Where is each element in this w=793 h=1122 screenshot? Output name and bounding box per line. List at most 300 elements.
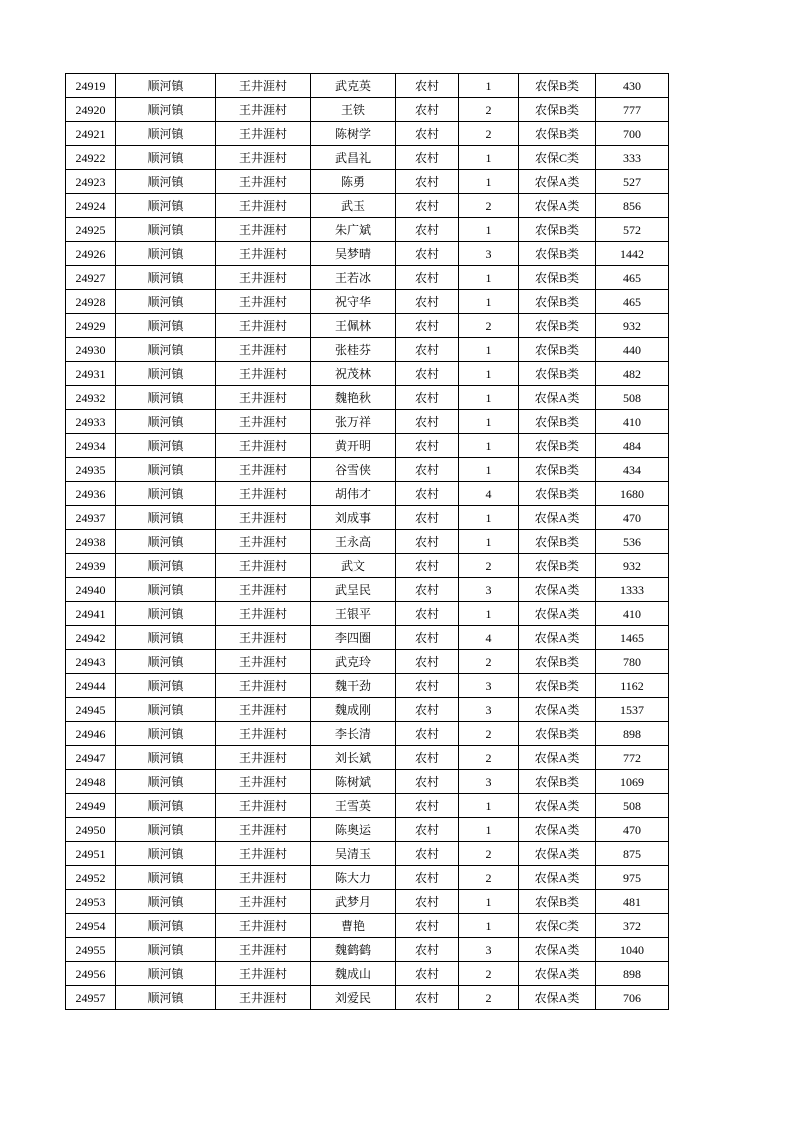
cell-id: 24942 <box>66 626 116 650</box>
cell-id: 24949 <box>66 794 116 818</box>
cell-amount: 706 <box>596 986 669 1010</box>
cell-village: 王井涯村 <box>216 746 311 770</box>
cell-type: 农村 <box>396 482 459 506</box>
cell-amount: 1069 <box>596 770 669 794</box>
cell-village: 王井涯村 <box>216 914 311 938</box>
cell-name: 刘长斌 <box>311 746 396 770</box>
cell-category: 农保B类 <box>519 722 596 746</box>
cell-type: 农村 <box>396 74 459 98</box>
cell-type: 农村 <box>396 98 459 122</box>
cell-village: 王井涯村 <box>216 986 311 1010</box>
cell-id: 24946 <box>66 722 116 746</box>
cell-amount: 1333 <box>596 578 669 602</box>
cell-id: 24948 <box>66 770 116 794</box>
cell-type: 农村 <box>396 986 459 1010</box>
cell-count: 1 <box>459 890 519 914</box>
cell-id: 24920 <box>66 98 116 122</box>
cell-name: 张万祥 <box>311 410 396 434</box>
cell-amount: 527 <box>596 170 669 194</box>
cell-amount: 465 <box>596 266 669 290</box>
table-row <box>66 74 669 98</box>
cell-id: 24935 <box>66 458 116 482</box>
cell-category: 农保B类 <box>519 122 596 146</box>
cell-id: 24921 <box>66 122 116 146</box>
cell-village: 王井涯村 <box>216 194 311 218</box>
cell-name: 刘成事 <box>311 506 396 530</box>
cell-category: 农保A类 <box>519 698 596 722</box>
cell-type: 农村 <box>396 626 459 650</box>
cell-amount: 1040 <box>596 938 669 962</box>
cell-amount: 508 <box>596 386 669 410</box>
table-row <box>66 746 669 770</box>
cell-name: 王佩林 <box>311 314 396 338</box>
cell-id: 24950 <box>66 818 116 842</box>
cell-name: 武克玲 <box>311 650 396 674</box>
cell-village: 王井涯村 <box>216 578 311 602</box>
cell-category: 农保B类 <box>519 98 596 122</box>
cell-count: 4 <box>459 482 519 506</box>
cell-town: 顺河镇 <box>116 722 216 746</box>
cell-id: 24922 <box>66 146 116 170</box>
cell-village: 王井涯村 <box>216 698 311 722</box>
cell-town: 顺河镇 <box>116 122 216 146</box>
cell-name: 武文 <box>311 554 396 578</box>
cell-id: 24951 <box>66 842 116 866</box>
cell-town: 顺河镇 <box>116 434 216 458</box>
table-row <box>66 218 669 242</box>
cell-count: 1 <box>459 218 519 242</box>
cell-id: 24952 <box>66 866 116 890</box>
cell-amount: 465 <box>596 290 669 314</box>
cell-type: 农村 <box>396 842 459 866</box>
cell-village: 王井涯村 <box>216 842 311 866</box>
cell-count: 2 <box>459 842 519 866</box>
cell-amount: 1162 <box>596 674 669 698</box>
cell-type: 农村 <box>396 314 459 338</box>
cell-count: 2 <box>459 962 519 986</box>
cell-type: 农村 <box>396 746 459 770</box>
cell-village: 王井涯村 <box>216 170 311 194</box>
cell-name: 陈勇 <box>311 170 396 194</box>
cell-town: 顺河镇 <box>116 386 216 410</box>
cell-id: 24928 <box>66 290 116 314</box>
cell-town: 顺河镇 <box>116 986 216 1010</box>
cell-count: 2 <box>459 122 519 146</box>
cell-town: 顺河镇 <box>116 506 216 530</box>
cell-category: 农保B类 <box>519 674 596 698</box>
cell-town: 顺河镇 <box>116 746 216 770</box>
cell-count: 1 <box>459 362 519 386</box>
cell-amount: 1442 <box>596 242 669 266</box>
cell-count: 3 <box>459 674 519 698</box>
cell-amount: 536 <box>596 530 669 554</box>
table-row <box>66 338 669 362</box>
cell-name: 李四圈 <box>311 626 396 650</box>
cell-name: 陈奥运 <box>311 818 396 842</box>
table-row <box>66 914 669 938</box>
table-row <box>66 578 669 602</box>
cell-category: 农保C类 <box>519 914 596 938</box>
cell-village: 王井涯村 <box>216 122 311 146</box>
cell-type: 农村 <box>396 578 459 602</box>
cell-type: 农村 <box>396 194 459 218</box>
cell-category: 农保B类 <box>519 770 596 794</box>
cell-town: 顺河镇 <box>116 554 216 578</box>
cell-type: 农村 <box>396 122 459 146</box>
cell-type: 农村 <box>396 674 459 698</box>
cell-category: 农保A类 <box>519 746 596 770</box>
cell-id: 24924 <box>66 194 116 218</box>
cell-amount: 470 <box>596 818 669 842</box>
cell-id: 24934 <box>66 434 116 458</box>
cell-amount: 333 <box>596 146 669 170</box>
cell-category: 农保A类 <box>519 866 596 890</box>
cell-id: 24945 <box>66 698 116 722</box>
table-row <box>66 842 669 866</box>
cell-village: 王井涯村 <box>216 458 311 482</box>
cell-town: 顺河镇 <box>116 338 216 362</box>
cell-town: 顺河镇 <box>116 290 216 314</box>
cell-category: 农保B类 <box>519 434 596 458</box>
cell-type: 农村 <box>396 698 459 722</box>
cell-town: 顺河镇 <box>116 794 216 818</box>
cell-amount: 1537 <box>596 698 669 722</box>
cell-count: 1 <box>459 290 519 314</box>
cell-village: 王井涯村 <box>216 770 311 794</box>
cell-id: 24953 <box>66 890 116 914</box>
cell-village: 王井涯村 <box>216 506 311 530</box>
cell-count: 2 <box>459 650 519 674</box>
cell-id: 24955 <box>66 938 116 962</box>
cell-type: 农村 <box>396 914 459 938</box>
table-row <box>66 770 669 794</box>
table-row <box>66 434 669 458</box>
cell-amount: 508 <box>596 794 669 818</box>
cell-category: 农保B类 <box>519 242 596 266</box>
cell-category: 农保B类 <box>519 314 596 338</box>
cell-village: 王井涯村 <box>216 482 311 506</box>
cell-town: 顺河镇 <box>116 698 216 722</box>
cell-id: 24957 <box>66 986 116 1010</box>
table-row <box>66 938 669 962</box>
table-row <box>66 890 669 914</box>
cell-id: 24933 <box>66 410 116 434</box>
cell-amount: 440 <box>596 338 669 362</box>
cell-village: 王井涯村 <box>216 602 311 626</box>
cell-type: 农村 <box>396 458 459 482</box>
cell-town: 顺河镇 <box>116 482 216 506</box>
cell-town: 顺河镇 <box>116 674 216 698</box>
table-row <box>66 650 669 674</box>
table-row <box>66 866 669 890</box>
cell-category: 农保A类 <box>519 170 596 194</box>
table-row <box>66 290 669 314</box>
cell-count: 1 <box>459 602 519 626</box>
cell-name: 魏艳秋 <box>311 386 396 410</box>
cell-amount: 572 <box>596 218 669 242</box>
table-row <box>66 794 669 818</box>
cell-town: 顺河镇 <box>116 266 216 290</box>
cell-name: 谷雪侠 <box>311 458 396 482</box>
cell-town: 顺河镇 <box>116 74 216 98</box>
cell-name: 吴清玉 <box>311 842 396 866</box>
cell-amount: 700 <box>596 122 669 146</box>
cell-id: 24954 <box>66 914 116 938</box>
cell-village: 王井涯村 <box>216 242 311 266</box>
cell-amount: 777 <box>596 98 669 122</box>
table-row <box>66 146 669 170</box>
cell-town: 顺河镇 <box>116 650 216 674</box>
cell-amount: 932 <box>596 314 669 338</box>
cell-type: 农村 <box>396 242 459 266</box>
table-row <box>66 122 669 146</box>
table-row <box>66 386 669 410</box>
cell-category: 农保B类 <box>519 266 596 290</box>
cell-count: 1 <box>459 266 519 290</box>
cell-type: 农村 <box>396 818 459 842</box>
cell-village: 王井涯村 <box>216 314 311 338</box>
cell-town: 顺河镇 <box>116 890 216 914</box>
cell-id: 24944 <box>66 674 116 698</box>
cell-category: 农保B类 <box>519 890 596 914</box>
cell-name: 张桂芬 <box>311 338 396 362</box>
cell-name: 魏干劲 <box>311 674 396 698</box>
table-row <box>66 626 669 650</box>
cell-amount: 875 <box>596 842 669 866</box>
cell-name: 武克英 <box>311 74 396 98</box>
cell-town: 顺河镇 <box>116 314 216 338</box>
cell-name: 魏鹤鹤 <box>311 938 396 962</box>
cell-town: 顺河镇 <box>116 866 216 890</box>
cell-count: 1 <box>459 386 519 410</box>
cell-amount: 780 <box>596 650 669 674</box>
cell-name: 王银平 <box>311 602 396 626</box>
cell-town: 顺河镇 <box>116 962 216 986</box>
cell-village: 王井涯村 <box>216 626 311 650</box>
cell-category: 农保B类 <box>519 650 596 674</box>
cell-category: 农保B类 <box>519 362 596 386</box>
cell-name: 魏成刚 <box>311 698 396 722</box>
cell-count: 1 <box>459 74 519 98</box>
cell-name: 武呈民 <box>311 578 396 602</box>
cell-count: 1 <box>459 434 519 458</box>
cell-category: 农保A类 <box>519 626 596 650</box>
cell-count: 1 <box>459 170 519 194</box>
table-row <box>66 362 669 386</box>
cell-count: 1 <box>459 506 519 530</box>
cell-category: 农保C类 <box>519 146 596 170</box>
cell-name: 陈树斌 <box>311 770 396 794</box>
cell-count: 1 <box>459 794 519 818</box>
cell-count: 3 <box>459 938 519 962</box>
cell-type: 农村 <box>396 722 459 746</box>
cell-type: 农村 <box>396 218 459 242</box>
cell-category: 农保A类 <box>519 986 596 1010</box>
cell-type: 农村 <box>396 794 459 818</box>
cell-id: 24925 <box>66 218 116 242</box>
cell-name: 王铁 <box>311 98 396 122</box>
cell-village: 王井涯村 <box>216 74 311 98</box>
cell-name: 祝守华 <box>311 290 396 314</box>
cell-type: 农村 <box>396 338 459 362</box>
cell-town: 顺河镇 <box>116 98 216 122</box>
cell-category: 农保A类 <box>519 386 596 410</box>
cell-id: 24941 <box>66 602 116 626</box>
cell-name: 王雪英 <box>311 794 396 818</box>
cell-category: 农保B类 <box>519 554 596 578</box>
cell-name: 王若冰 <box>311 266 396 290</box>
cell-id: 24927 <box>66 266 116 290</box>
table-row <box>66 530 669 554</box>
cell-amount: 482 <box>596 362 669 386</box>
cell-village: 王井涯村 <box>216 866 311 890</box>
cell-type: 农村 <box>396 290 459 314</box>
table-body <box>66 74 669 1010</box>
cell-count: 2 <box>459 866 519 890</box>
cell-village: 王井涯村 <box>216 410 311 434</box>
cell-type: 农村 <box>396 170 459 194</box>
cell-id: 24938 <box>66 530 116 554</box>
cell-amount: 932 <box>596 554 669 578</box>
cell-category: 农保A类 <box>519 578 596 602</box>
cell-id: 24940 <box>66 578 116 602</box>
cell-count: 1 <box>459 818 519 842</box>
cell-count: 2 <box>459 194 519 218</box>
cell-name: 胡伟才 <box>311 482 396 506</box>
cell-amount: 484 <box>596 434 669 458</box>
cell-name: 武玉 <box>311 194 396 218</box>
cell-name: 吴梦晴 <box>311 242 396 266</box>
cell-village: 王井涯村 <box>216 650 311 674</box>
cell-name: 王永高 <box>311 530 396 554</box>
cell-village: 王井涯村 <box>216 218 311 242</box>
cell-count: 1 <box>459 914 519 938</box>
cell-count: 2 <box>459 314 519 338</box>
cell-town: 顺河镇 <box>116 410 216 434</box>
cell-town: 顺河镇 <box>116 218 216 242</box>
cell-type: 农村 <box>396 938 459 962</box>
cell-category: 农保A类 <box>519 962 596 986</box>
cell-count: 3 <box>459 770 519 794</box>
cell-town: 顺河镇 <box>116 170 216 194</box>
cell-name: 朱广斌 <box>311 218 396 242</box>
cell-count: 2 <box>459 554 519 578</box>
cell-type: 农村 <box>396 602 459 626</box>
cell-type: 农村 <box>396 146 459 170</box>
cell-amount: 434 <box>596 458 669 482</box>
cell-name: 曹艳 <box>311 914 396 938</box>
cell-type: 农村 <box>396 506 459 530</box>
cell-village: 王井涯村 <box>216 266 311 290</box>
table-row <box>66 170 669 194</box>
cell-town: 顺河镇 <box>116 578 216 602</box>
cell-count: 2 <box>459 986 519 1010</box>
cell-name: 李长清 <box>311 722 396 746</box>
cell-count: 1 <box>459 410 519 434</box>
cell-name: 陈大力 <box>311 866 396 890</box>
cell-category: 农保B类 <box>519 482 596 506</box>
table-row <box>66 962 669 986</box>
cell-village: 王井涯村 <box>216 818 311 842</box>
cell-category: 农保B类 <box>519 410 596 434</box>
cell-count: 4 <box>459 626 519 650</box>
cell-name: 魏成山 <box>311 962 396 986</box>
cell-village: 王井涯村 <box>216 362 311 386</box>
cell-type: 农村 <box>396 362 459 386</box>
cell-name: 陈树学 <box>311 122 396 146</box>
cell-amount: 1680 <box>596 482 669 506</box>
cell-type: 农村 <box>396 890 459 914</box>
cell-amount: 898 <box>596 722 669 746</box>
cell-amount: 975 <box>596 866 669 890</box>
cell-id: 24919 <box>66 74 116 98</box>
cell-amount: 772 <box>596 746 669 770</box>
cell-amount: 898 <box>596 962 669 986</box>
cell-village: 王井涯村 <box>216 98 311 122</box>
cell-town: 顺河镇 <box>116 818 216 842</box>
cell-count: 1 <box>459 530 519 554</box>
cell-amount: 410 <box>596 410 669 434</box>
cell-village: 王井涯村 <box>216 890 311 914</box>
cell-amount: 470 <box>596 506 669 530</box>
table-row <box>66 986 669 1010</box>
cell-village: 王井涯村 <box>216 290 311 314</box>
cell-id: 24943 <box>66 650 116 674</box>
cell-town: 顺河镇 <box>116 458 216 482</box>
cell-category: 农保B类 <box>519 218 596 242</box>
cell-count: 3 <box>459 242 519 266</box>
cell-village: 王井涯村 <box>216 146 311 170</box>
cell-name: 刘爱民 <box>311 986 396 1010</box>
cell-village: 王井涯村 <box>216 338 311 362</box>
cell-town: 顺河镇 <box>116 242 216 266</box>
cell-type: 农村 <box>396 266 459 290</box>
cell-category: 农保A类 <box>519 842 596 866</box>
cell-amount: 1465 <box>596 626 669 650</box>
cell-town: 顺河镇 <box>116 938 216 962</box>
cell-type: 农村 <box>396 962 459 986</box>
cell-count: 2 <box>459 722 519 746</box>
cell-count: 2 <box>459 98 519 122</box>
cell-village: 王井涯村 <box>216 530 311 554</box>
table-row <box>66 674 669 698</box>
cell-town: 顺河镇 <box>116 914 216 938</box>
cell-count: 3 <box>459 698 519 722</box>
cell-type: 农村 <box>396 866 459 890</box>
cell-village: 王井涯村 <box>216 794 311 818</box>
cell-id: 24932 <box>66 386 116 410</box>
cell-village: 王井涯村 <box>216 962 311 986</box>
cell-count: 1 <box>459 146 519 170</box>
cell-type: 农村 <box>396 530 459 554</box>
cell-name: 黄开明 <box>311 434 396 458</box>
table-row <box>66 482 669 506</box>
cell-village: 王井涯村 <box>216 722 311 746</box>
cell-village: 王井涯村 <box>216 938 311 962</box>
cell-town: 顺河镇 <box>116 194 216 218</box>
table-row <box>66 242 669 266</box>
cell-category: 农保A类 <box>519 506 596 530</box>
cell-town: 顺河镇 <box>116 602 216 626</box>
table-row <box>66 314 669 338</box>
cell-type: 农村 <box>396 386 459 410</box>
cell-town: 顺河镇 <box>116 362 216 386</box>
cell-count: 3 <box>459 578 519 602</box>
cell-id: 24947 <box>66 746 116 770</box>
cell-village: 王井涯村 <box>216 674 311 698</box>
cell-category: 农保A类 <box>519 194 596 218</box>
cell-type: 农村 <box>396 770 459 794</box>
